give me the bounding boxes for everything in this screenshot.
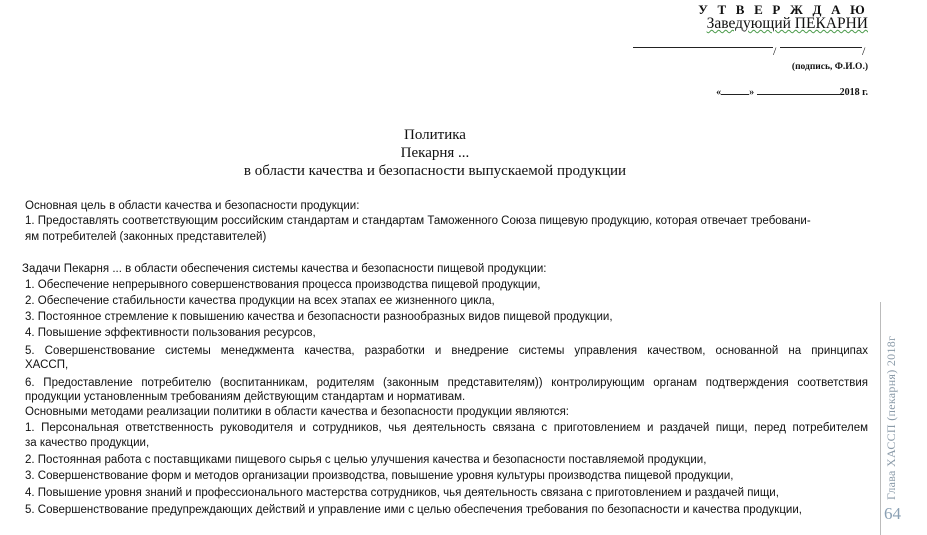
- task-item-continued: ХАССП,: [25, 359, 69, 371]
- task-item: 5. Совершенствование системы менеджмента качества, разработки и внедрение системы управления качеством, основанной на принципах: [25, 345, 868, 357]
- main-goal-item-line: ям потребителей (законных представителей): [25, 231, 267, 243]
- approval-title: У Т В Е Р Ж Д А Ю: [698, 2, 868, 17]
- method-item: 3. Совершенствование форм и методов организации производства, повышение уровня культуры производства пищевой продукции,: [25, 470, 734, 482]
- document-body: [22, 0, 868, 535]
- date-open-quote: «: [716, 87, 722, 98]
- method-item: 2. Постоянная работа с поставщиками пищевого сырья с целью улучшения качества и безопасности поставляемой продукции,: [25, 454, 707, 466]
- task-item: 1. Обеспечение непрерывного совершенствования процесса производства пищевой продукции,: [25, 279, 541, 291]
- signature-caption: (подпись, Ф.И.О.): [791, 62, 868, 72]
- date-year: 2018 г.: [839, 87, 868, 98]
- method-item: 4. Повышение уровня знаний и профессионального мастерства сотрудников, чья деятельность связана с приготовлением и раздачей пищи,: [25, 487, 779, 499]
- tasks-intro: Задачи Пекарня ... в области обеспечения системы качества и безопасности пищевой продукции:: [22, 263, 547, 275]
- policy-subject: в области качества и безопасности выпускаемой продукции: [243, 163, 627, 179]
- sidebar-chapter-label: Глава ХАССП (пекарня) 2018г: [884, 335, 898, 500]
- task-item: 2. Обеспечение стабильности качества продукции на всех этапах ее жизненного цикла,: [25, 295, 495, 307]
- method-item: 1. Персональная ответственность руководителя и сотрудников, чья деятельность связана с приготовлением и раздачей пищи, перед потребителем: [25, 422, 868, 434]
- task-item: 3. Постоянное стремление к повышению качества и безопасности разнообразных видов пищевой продукции,: [25, 311, 613, 323]
- task-item: 4. Повышение эффективности пользования ресурсов,: [25, 327, 316, 339]
- methods-intro: Основными методами реализации политики в области качества и безопасности продукции являются:: [25, 406, 569, 418]
- approval-role: Заведующий ПЕКАРНИ: [706, 15, 868, 32]
- method-item: 5. Совершенствование предупреждающих действий и управление ими с целью обеспечения требования по безопасности и качества продукции,: [25, 504, 802, 516]
- method-item-continued: за качество продукции,: [25, 437, 150, 449]
- sidebar-divider: [880, 302, 881, 535]
- task-item: 6. Предоставление потребителю (воспитанникам, родителям (законным представителям)) контролирующим органам подтверждения соответствия: [25, 377, 868, 389]
- name-slash: /: [862, 44, 866, 58]
- signature-slash: /: [773, 44, 777, 58]
- date-close-quote: »: [749, 87, 755, 98]
- task-item-continued: продукции установленным требованиям действующим стандартам и нормативам.: [25, 391, 466, 403]
- page-number: 64: [884, 504, 901, 523]
- policy-heading: Политика: [404, 127, 466, 143]
- organization-name: Пекарня ...: [400, 145, 470, 161]
- main-goal-item-line: 1. Предоставлять соответствующим российским стандартам и стандартам Таможенного Союза пищевую продукцию, которая отвечает требовани-: [25, 215, 811, 227]
- main-goal-intro: Основная цель в области качества и безопасности продукции:: [25, 200, 360, 212]
